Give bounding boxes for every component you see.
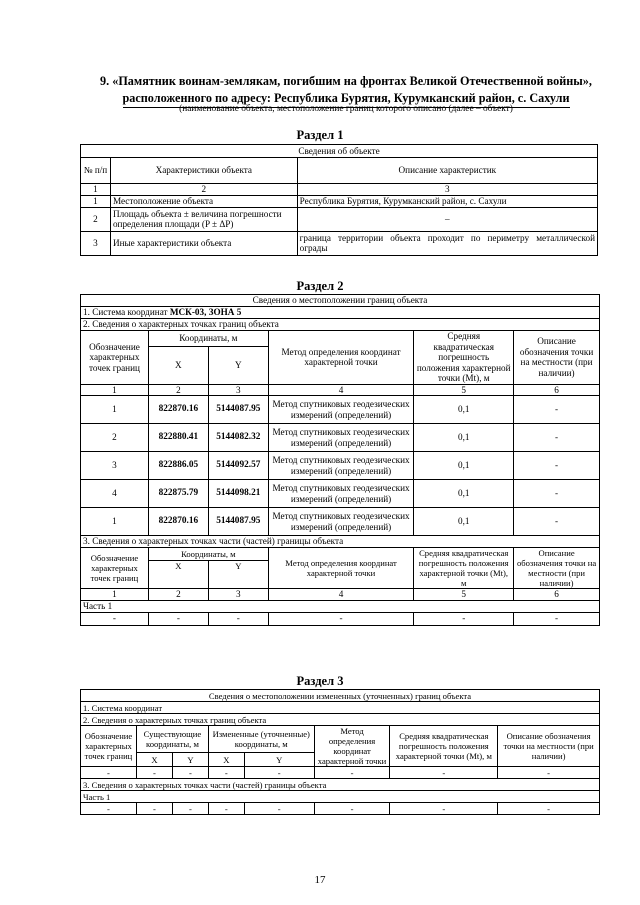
dash-cell: - — [498, 767, 600, 779]
error: 0,1 — [414, 424, 514, 452]
h3-x: X — [148, 561, 208, 589]
section3-title: Раздел 3 — [296, 674, 344, 688]
y-value: 5144082.32 — [208, 424, 268, 452]
coordinate-system — [81, 307, 600, 319]
error: 0,1 — [414, 452, 514, 480]
subsection-3: 3. Сведения о характерных точках части (частей) границы объекта — [81, 536, 600, 548]
h-method: Метод определения координат характерной точки — [314, 726, 390, 767]
h-x: X — [208, 753, 244, 767]
index-cell: 3 — [297, 184, 597, 196]
row-name: Площадь объекта ± величина погрешности определения площади (P ± ΔP) — [110, 207, 297, 231]
x-value: 822886.05 — [148, 452, 208, 480]
table-row — [81, 803, 600, 815]
h-method: Метод определения координат характерной точки — [268, 331, 414, 385]
index-cell: 5 — [414, 384, 514, 396]
row-number: 2 — [81, 207, 111, 231]
h-x: X — [136, 753, 172, 767]
dash-cell: - — [390, 767, 498, 779]
h3-method: Метод определения координат характерной точки — [268, 548, 414, 589]
dash-cell: - — [208, 767, 244, 779]
error: 0,1 — [414, 508, 514, 536]
h3-error: Средняя квадратическая погрешность положения характерной точки (Mt), м — [414, 548, 514, 589]
dash-cell: - — [136, 803, 172, 815]
document-title — [86, 73, 606, 108]
method: Метод спутниковых геодезических измерений (определений) — [268, 452, 414, 480]
row-name: Местоположение объекта — [110, 195, 297, 207]
point-id: 3 — [81, 452, 149, 480]
subsection-3: 3. Сведения о характерных точках части (частей) границы объекта — [81, 779, 600, 791]
section2-table — [80, 294, 600, 626]
h-y: Y — [208, 347, 268, 384]
h3-point: Обозначение характерных точек границ — [81, 548, 149, 589]
col-char-header: Характеристики объекта — [110, 158, 297, 184]
h3-desc: Описание обозначения точки на местности (при наличии) — [514, 548, 600, 589]
dash-cell: - — [136, 767, 172, 779]
row-desc: Республика Бурятия, Курумканский район, с. Сахули — [297, 195, 597, 207]
dash-cell: - — [314, 803, 390, 815]
h-desc: Описание обозначения точки на местности (при наличии) — [498, 726, 600, 767]
dash-cell: - — [208, 803, 244, 815]
table-row — [81, 508, 600, 536]
dash-cell: - — [81, 803, 137, 815]
dash-cell: - — [414, 612, 514, 625]
section1-table — [80, 144, 598, 256]
index-cell: 2 — [148, 589, 208, 601]
index-cell: 1 — [81, 589, 149, 601]
index-cell: 4 — [268, 589, 414, 601]
table-row — [81, 207, 598, 231]
point-id: 1 — [81, 508, 149, 536]
y-value: 5144087.95 — [208, 396, 268, 424]
h-error: Средняя квадратическая погрешность положения характерной точки (Mt), м — [414, 331, 514, 385]
y-value: 5144092.57 — [208, 452, 268, 480]
x-value: 822870.16 — [148, 508, 208, 536]
index-cell: 1 — [81, 184, 111, 196]
object-note: (наименование объекта, местоположение границ которого описано (далее – объект) — [179, 104, 513, 114]
index-cell: 3 — [208, 384, 268, 396]
h-changed-coords: Измененные (уточненные) координаты, м — [208, 726, 314, 753]
method: Метод спутниковых геодезических измерений (определений) — [268, 396, 414, 424]
dash-cell: - — [81, 612, 149, 625]
index-cell: 6 — [514, 384, 600, 396]
system-value: МСК-03, ЗОНА 5 — [169, 307, 242, 318]
desc: - — [514, 508, 600, 536]
desc: - — [514, 480, 600, 508]
table-row — [81, 767, 600, 779]
x-value: 822870.16 — [148, 396, 208, 424]
table-row — [81, 480, 600, 508]
col-num-header: № п/п — [81, 158, 111, 184]
dash-cell: - — [244, 803, 314, 815]
method: Метод спутниковых геодезических измерений (определений) — [268, 480, 414, 508]
x-value: 822880.41 — [148, 424, 208, 452]
point-id: 1 — [81, 396, 149, 424]
subsection-2: 2. Сведения о характерных точках границ объекта — [81, 714, 600, 726]
error: 0,1 — [414, 480, 514, 508]
h3-y: Y — [208, 561, 268, 589]
point-id: 2 — [81, 424, 149, 452]
desc: - — [514, 424, 600, 452]
section3-table — [80, 689, 600, 815]
section2-title: Раздел 2 — [296, 279, 344, 293]
row-desc: – — [297, 207, 597, 231]
coordinate-system: 1. Система координат — [81, 702, 600, 714]
h-point: Обозначение характерных точек границ — [81, 726, 137, 767]
desc: - — [514, 452, 600, 480]
table-row — [81, 612, 600, 625]
index-cell: 1 — [81, 384, 149, 396]
h-y: Y — [172, 753, 208, 767]
dash-cell: - — [390, 803, 498, 815]
row-number: 1 — [81, 195, 111, 207]
h-existing-coords: Существующие координаты, м — [136, 726, 208, 753]
title-line-2: расположенного по адресу: Республика Бурятия, Курумканский район, с. Сахули — [123, 90, 570, 108]
desc: - — [514, 396, 600, 424]
point-id: 4 — [81, 480, 149, 508]
dash-cell: - — [314, 767, 390, 779]
h-error: Средняя квадратическая погрешность положения характерной точки (Mt), м — [390, 726, 498, 767]
dash-cell: - — [148, 612, 208, 625]
row-number: 3 — [81, 231, 111, 255]
h-point: Обозначение характерных точек границ — [81, 331, 149, 385]
y-value: 5144087.95 — [208, 508, 268, 536]
section3-caption: Сведения о местоположении измененных (уточненных) границ объекта — [81, 690, 600, 702]
h-desc: Описание обозначения точки на местности (при наличии) — [514, 331, 600, 385]
index-cell: 6 — [514, 589, 600, 601]
x-value: 822875.79 — [148, 480, 208, 508]
h3-coords: Координаты, м — [148, 548, 268, 561]
y-value: 5144098.21 — [208, 480, 268, 508]
title-line-1: 9. «Памятник воинам-землякам, погибшим на фронтах Великой Отечественной войны», — [100, 74, 592, 88]
page-number: 17 — [314, 874, 326, 886]
dash-cell: - — [514, 612, 600, 625]
h-y: Y — [244, 753, 314, 767]
dash-cell: - — [208, 612, 268, 625]
row-desc: граница территории объекта проходит по периметру металлической ограды — [297, 231, 597, 255]
subsection-2: 2. Сведения о характерных точках границ объекта — [81, 319, 600, 331]
dash-cell: - — [172, 803, 208, 815]
method: Метод спутниковых геодезических измерений (определений) — [268, 424, 414, 452]
table-row — [81, 452, 600, 480]
table-row — [81, 396, 600, 424]
method: Метод спутниковых геодезических измерений (определений) — [268, 508, 414, 536]
part-label: Часть 1 — [81, 600, 600, 612]
part-label: Часть 1 — [81, 791, 600, 803]
index-cell: 2 — [110, 184, 297, 196]
section2-caption: Сведения о местоположении границ объекта — [81, 295, 600, 307]
index-cell: 5 — [414, 589, 514, 601]
table-row — [81, 424, 600, 452]
col-desc-header: Описание характеристик — [297, 158, 597, 184]
section1-caption: Сведения об объекте — [81, 145, 598, 158]
h-x: X — [148, 347, 208, 384]
table-row — [81, 195, 598, 207]
dash-cell: - — [81, 767, 137, 779]
dash-cell: - — [172, 767, 208, 779]
h-coords: Координаты, м — [148, 331, 268, 347]
error: 0,1 — [414, 396, 514, 424]
row-name: Иные характеристики объекта — [110, 231, 297, 255]
index-cell: 4 — [268, 384, 414, 396]
index-cell: 3 — [208, 589, 268, 601]
dash-cell: - — [268, 612, 414, 625]
dash-cell: - — [244, 767, 314, 779]
dash-cell: - — [498, 803, 600, 815]
section1-title: Раздел 1 — [296, 128, 344, 142]
table-row — [81, 231, 598, 255]
index-cell: 2 — [148, 384, 208, 396]
system-label: 1. Система координат — [83, 307, 168, 318]
